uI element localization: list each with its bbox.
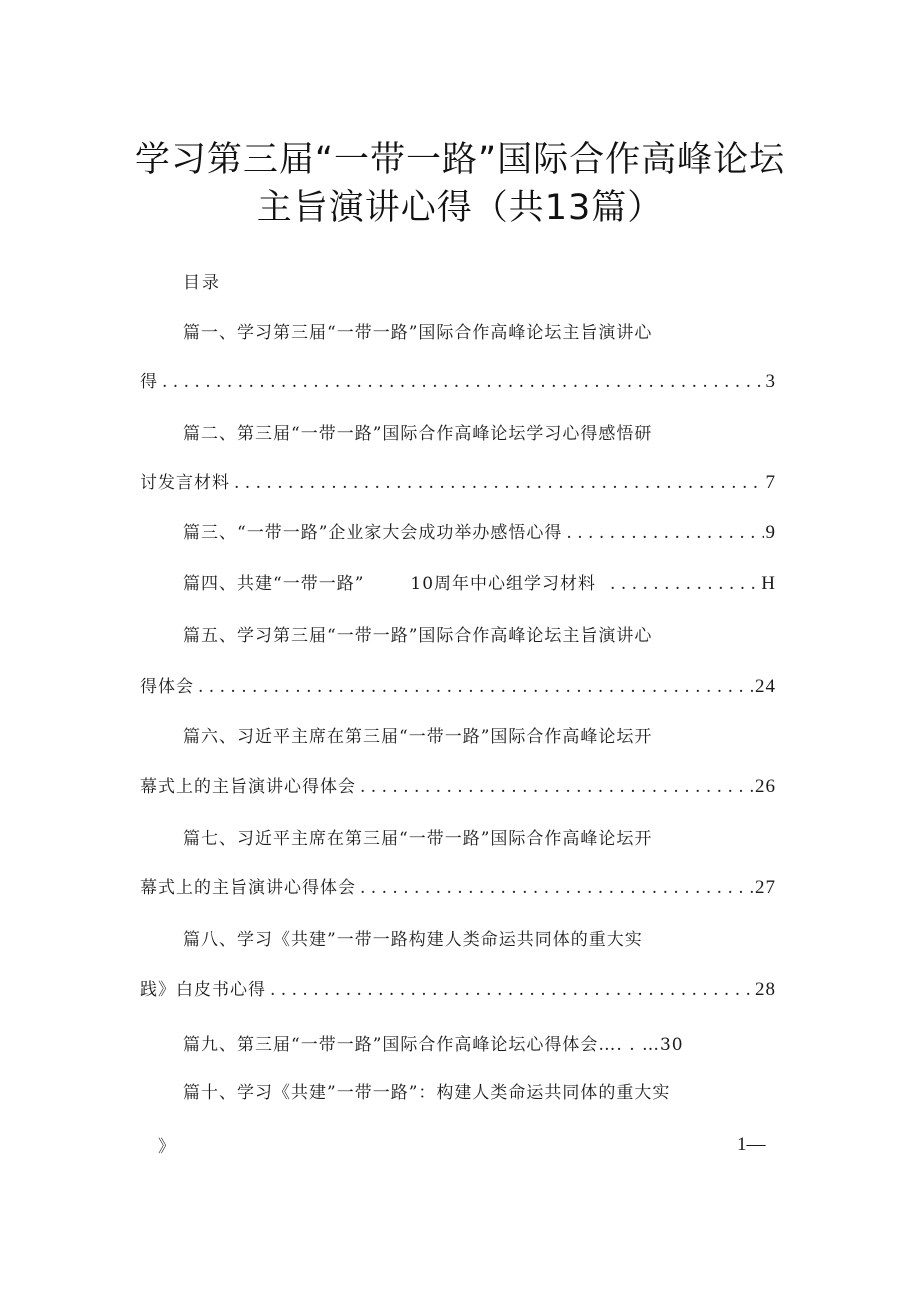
toc-entry-text: 得 [140, 372, 158, 392]
toc-page-number: 9 [765, 522, 776, 543]
toc-entry-9[interactable]: 篇九、第三届“一带一路”国际合作高峰论坛心得体会…. . …30 [183, 1035, 684, 1055]
toc-entry-7-title[interactable]: 篇七、习近平主席在第三届“一带一路”国际合作高峰论坛开 [183, 829, 653, 849]
page-footer-number: 1— [737, 1134, 766, 1155]
toc-entry-1-title[interactable]: 篇一、学习第三届“一带一路”国际合作高峰论坛主旨演讲心 [183, 323, 653, 343]
toc-entry-text-2: 10周年中心组学习材料 [410, 574, 597, 594]
toc-entry-6-title[interactable]: 篇六、习近平主席在第三届“一带一路”国际合作高峰论坛开 [183, 727, 653, 747]
toc-entry-1-continuation[interactable] [140, 370, 776, 394]
document-title-line-1: 学习第三届“一带一路”国际合作高峰论坛 [134, 140, 786, 180]
toc-page-number: 26 [755, 776, 776, 797]
toc-leader-dots [198, 675, 753, 699]
toc-page-number: 24 [755, 676, 776, 697]
toc-entry-10-title[interactable]: 篇十、学习《共建”一带一路”：构建人类命运共同体的重大实 [183, 1083, 671, 1103]
toc-entry-text: 篇三、“一带一路”企业家大会成功举办感悟心得 [183, 523, 563, 543]
toc-leader-dots [270, 978, 753, 1002]
toc-entry-text: 篇四、共建“一带一路” [183, 574, 365, 594]
toc-leader-dots [234, 471, 764, 495]
toc-entry-5-continuation[interactable] [140, 675, 776, 699]
toc-leader-dots [360, 876, 753, 900]
toc-entry-8-continuation[interactable] [140, 978, 776, 1002]
toc-entry-2-continuation[interactable] [140, 471, 776, 495]
toc-entry-8-title[interactable]: 篇八、学习《共建”一带一路构建人类命运共同体的重大实 [183, 930, 643, 950]
toc-leader-dots [360, 775, 753, 799]
toc-entry-text: 得体会 [140, 677, 194, 697]
toc-entry-4[interactable] [183, 572, 776, 596]
toc-heading: 目录 [183, 273, 221, 293]
toc-page-number: 3 [765, 371, 776, 392]
toc-entry-6-continuation[interactable] [140, 775, 776, 799]
document-title-line-2: 主旨演讲心得（共13篇） [256, 188, 664, 228]
toc-page-number: 7 [765, 472, 776, 493]
toc-entry-3[interactable] [183, 521, 776, 545]
toc-page-number: 28 [755, 979, 776, 1000]
toc-leader-dots [566, 521, 763, 545]
toc-page-number: H [761, 573, 776, 594]
toc-entry-10-continuation[interactable]: 》 [158, 1137, 176, 1157]
toc-entry-2-title[interactable]: 篇二、第三届“一带一路”国际合作高峰论坛学习心得感悟研 [183, 424, 653, 444]
toc-entry-text: 践》白皮书心得 [140, 980, 266, 1000]
toc-leader-dots [162, 370, 764, 394]
toc-entry-7-continuation[interactable] [140, 876, 776, 900]
toc-page-number: 27 [755, 877, 776, 898]
toc-entry-text: 讨发言材料 [140, 473, 230, 493]
toc-entry-5-title[interactable]: 篇五、学习第三届“一带一路”国际合作高峰论坛主旨演讲心 [183, 626, 653, 646]
toc-entry-text: 幕式上的主旨演讲心得体会 [140, 878, 356, 898]
toc-leader-dots [610, 572, 759, 596]
toc-entry-text: 幕式上的主旨演讲心得体会 [140, 777, 356, 797]
